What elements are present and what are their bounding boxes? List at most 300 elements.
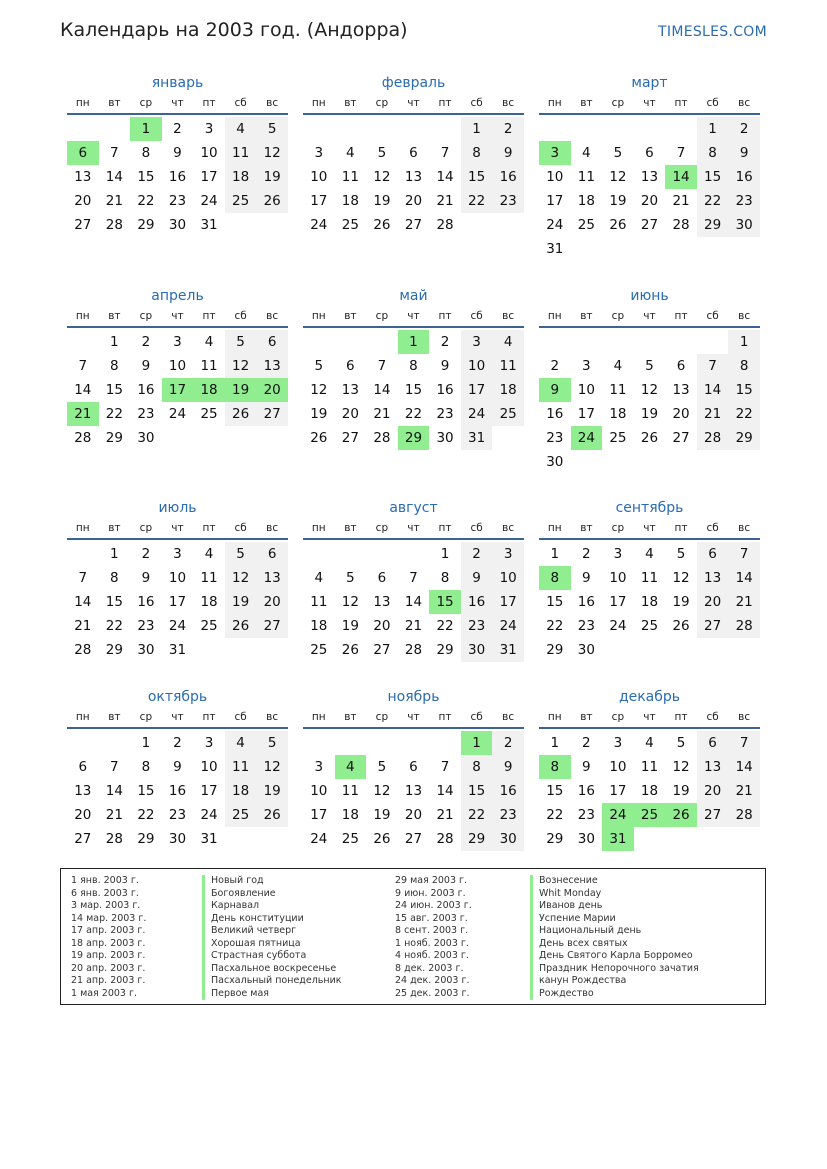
day-cell[interactable]: 26 bbox=[256, 189, 288, 213]
day-cell[interactable]: 19 bbox=[225, 590, 257, 614]
day-cell[interactable]: 16 bbox=[137, 382, 155, 398]
day-cell[interactable]: 23 bbox=[492, 189, 524, 213]
holiday-day-cell[interactable]: 6 bbox=[67, 141, 99, 165]
day-cell[interactable]: 31 bbox=[461, 426, 493, 450]
day-cell[interactable]: 15 bbox=[137, 169, 155, 185]
day-cell[interactable]: 12 bbox=[256, 141, 288, 165]
day-cell[interactable]: 29 bbox=[436, 642, 454, 658]
day-cell[interactable]: 11 bbox=[577, 169, 595, 185]
day-cell[interactable]: 16 bbox=[546, 406, 564, 422]
day-cell[interactable]: 25 bbox=[225, 189, 257, 213]
day-cell[interactable]: 19 bbox=[672, 783, 690, 799]
day-cell[interactable]: 5 bbox=[377, 759, 387, 775]
day-cell[interactable]: 16 bbox=[728, 165, 760, 189]
day-cell[interactable]: 20 bbox=[404, 193, 423, 209]
day-cell[interactable]: 9 bbox=[173, 145, 182, 161]
day-cell[interactable]: 22 bbox=[728, 402, 760, 426]
day-cell[interactable]: 9 bbox=[728, 141, 760, 165]
day-cell[interactable]: 26 bbox=[609, 217, 627, 233]
day-cell[interactable]: 25 bbox=[492, 402, 524, 426]
day-cell[interactable]: 3 bbox=[173, 546, 182, 562]
day-cell[interactable]: 12 bbox=[373, 783, 391, 799]
day-cell[interactable]: 7 bbox=[78, 570, 88, 586]
day-cell[interactable]: 10 bbox=[310, 783, 328, 799]
day-cell[interactable]: 17 bbox=[609, 783, 627, 799]
day-cell[interactable]: 18 bbox=[492, 378, 524, 402]
day-cell[interactable]: 5 bbox=[225, 330, 257, 354]
day-cell[interactable]: 17 bbox=[546, 193, 564, 209]
day-cell[interactable]: 29 bbox=[461, 827, 493, 851]
holiday-day-cell[interactable]: 26 bbox=[665, 803, 697, 827]
day-cell[interactable]: 28 bbox=[74, 642, 92, 658]
day-cell[interactable]: 4 bbox=[204, 334, 214, 350]
day-cell[interactable]: 18 bbox=[640, 594, 659, 610]
day-cell[interactable]: 27 bbox=[404, 217, 423, 233]
day-cell[interactable]: 11 bbox=[225, 141, 257, 165]
day-cell[interactable]: 2 bbox=[492, 117, 524, 141]
day-cell[interactable]: 17 bbox=[492, 590, 524, 614]
day-cell[interactable]: 14 bbox=[105, 783, 123, 799]
day-cell[interactable]: 7 bbox=[110, 145, 119, 161]
day-cell[interactable]: 2 bbox=[582, 735, 591, 751]
day-cell[interactable]: 10 bbox=[461, 354, 493, 378]
day-cell[interactable]: 30 bbox=[168, 831, 187, 847]
day-cell[interactable]: 11 bbox=[609, 382, 627, 398]
day-cell[interactable]: 13 bbox=[74, 783, 92, 799]
day-cell[interactable]: 10 bbox=[546, 169, 564, 185]
day-cell[interactable]: 17 bbox=[200, 169, 218, 185]
day-cell[interactable]: 21 bbox=[105, 193, 123, 209]
holiday-day-cell[interactable]: 14 bbox=[665, 165, 697, 189]
day-cell[interactable]: 21 bbox=[105, 807, 123, 823]
day-cell[interactable]: 16 bbox=[461, 590, 493, 614]
day-cell[interactable]: 24 bbox=[609, 618, 627, 634]
day-cell[interactable]: 30 bbox=[137, 642, 155, 658]
day-cell[interactable]: 8 bbox=[728, 354, 760, 378]
day-cell[interactable]: 18 bbox=[341, 807, 359, 823]
day-cell[interactable]: 30 bbox=[436, 430, 454, 446]
day-cell[interactable]: 27 bbox=[404, 831, 423, 847]
day-cell[interactable]: 2 bbox=[582, 546, 591, 562]
day-cell[interactable]: 8 bbox=[141, 759, 151, 775]
day-cell[interactable]: 23 bbox=[728, 189, 760, 213]
day-cell[interactable]: 8 bbox=[440, 570, 450, 586]
day-cell[interactable]: 19 bbox=[373, 193, 391, 209]
day-cell[interactable]: 23 bbox=[137, 406, 155, 422]
day-cell[interactable]: 6 bbox=[697, 542, 729, 566]
day-cell[interactable]: 23 bbox=[168, 193, 187, 209]
day-cell[interactable]: 16 bbox=[168, 169, 187, 185]
day-cell[interactable]: 2 bbox=[550, 358, 560, 374]
day-cell[interactable]: 30 bbox=[168, 217, 187, 233]
day-cell[interactable]: 10 bbox=[310, 169, 328, 185]
day-cell[interactable]: 29 bbox=[546, 642, 564, 658]
day-cell[interactable]: 8 bbox=[697, 141, 729, 165]
day-cell[interactable]: 11 bbox=[341, 169, 359, 185]
day-cell[interactable]: 12 bbox=[640, 382, 659, 398]
day-cell[interactable]: 13 bbox=[640, 169, 659, 185]
day-cell[interactable]: 28 bbox=[697, 426, 729, 450]
day-cell[interactable]: 21 bbox=[74, 618, 92, 634]
day-cell[interactable]: 26 bbox=[373, 217, 391, 233]
day-cell[interactable]: 17 bbox=[461, 378, 493, 402]
day-cell[interactable]: 1 bbox=[697, 117, 729, 141]
day-cell[interactable]: 29 bbox=[728, 426, 760, 450]
day-cell[interactable]: 23 bbox=[168, 807, 187, 823]
day-cell[interactable]: 26 bbox=[225, 614, 257, 638]
day-cell[interactable]: 16 bbox=[577, 783, 595, 799]
day-cell[interactable]: 10 bbox=[168, 358, 187, 374]
holiday-day-cell[interactable]: 8 bbox=[539, 755, 571, 779]
day-cell[interactable]: 5 bbox=[256, 731, 288, 755]
day-cell[interactable]: 17 bbox=[609, 594, 627, 610]
day-cell[interactable]: 5 bbox=[377, 145, 387, 161]
day-cell[interactable]: 10 bbox=[577, 382, 595, 398]
day-cell[interactable]: 31 bbox=[168, 642, 187, 658]
day-cell[interactable]: 13 bbox=[74, 169, 92, 185]
day-cell[interactable]: 31 bbox=[200, 831, 218, 847]
day-cell[interactable]: 21 bbox=[728, 590, 760, 614]
day-cell[interactable]: 25 bbox=[310, 642, 328, 658]
day-cell[interactable]: 4 bbox=[204, 546, 214, 562]
day-cell[interactable]: 19 bbox=[672, 594, 690, 610]
day-cell[interactable]: 4 bbox=[225, 731, 257, 755]
day-cell[interactable]: 20 bbox=[256, 590, 288, 614]
day-cell[interactable]: 24 bbox=[200, 193, 218, 209]
day-cell[interactable]: 8 bbox=[461, 755, 493, 779]
day-cell[interactable]: 3 bbox=[492, 542, 524, 566]
day-cell[interactable]: 25 bbox=[609, 430, 627, 446]
day-cell[interactable]: 11 bbox=[492, 354, 524, 378]
day-cell[interactable]: 22 bbox=[137, 807, 155, 823]
day-cell[interactable]: 15 bbox=[697, 165, 729, 189]
day-cell[interactable]: 15 bbox=[105, 382, 123, 398]
day-cell[interactable]: 5 bbox=[314, 358, 324, 374]
day-cell[interactable]: 12 bbox=[225, 566, 257, 590]
day-cell[interactable]: 27 bbox=[256, 402, 288, 426]
day-cell[interactable]: 21 bbox=[697, 402, 729, 426]
day-cell[interactable]: 16 bbox=[577, 594, 595, 610]
day-cell[interactable]: 21 bbox=[436, 807, 454, 823]
day-cell[interactable]: 14 bbox=[728, 566, 760, 590]
day-cell[interactable]: 30 bbox=[546, 454, 564, 470]
day-cell[interactable]: 24 bbox=[461, 402, 493, 426]
day-cell[interactable]: 23 bbox=[461, 614, 493, 638]
day-cell[interactable]: 6 bbox=[676, 358, 686, 374]
day-cell[interactable]: 23 bbox=[436, 406, 454, 422]
day-cell[interactable]: 2 bbox=[728, 117, 760, 141]
day-cell[interactable]: 11 bbox=[200, 570, 218, 586]
day-cell[interactable]: 15 bbox=[461, 779, 493, 803]
day-cell[interactable]: 12 bbox=[672, 570, 690, 586]
holiday-day-cell[interactable]: 1 bbox=[461, 731, 493, 755]
day-cell[interactable]: 10 bbox=[168, 570, 187, 586]
day-cell[interactable]: 24 bbox=[168, 618, 187, 634]
day-cell[interactable]: 8 bbox=[409, 358, 418, 374]
day-cell[interactable]: 28 bbox=[436, 831, 454, 847]
day-cell[interactable]: 21 bbox=[436, 193, 454, 209]
day-cell[interactable]: 11 bbox=[225, 755, 257, 779]
day-cell[interactable]: 20 bbox=[404, 807, 423, 823]
day-cell[interactable]: 14 bbox=[697, 378, 729, 402]
holiday-day-cell[interactable]: 8 bbox=[539, 566, 571, 590]
day-cell[interactable]: 25 bbox=[200, 618, 218, 634]
day-cell[interactable]: 14 bbox=[105, 169, 123, 185]
day-cell[interactable]: 12 bbox=[310, 382, 328, 398]
day-cell[interactable]: 2 bbox=[141, 334, 151, 350]
holiday-day-cell[interactable]: 31 bbox=[602, 827, 634, 851]
day-cell[interactable]: 5 bbox=[225, 542, 257, 566]
brand-logo-text[interactable]: TIMESLES.COM bbox=[658, 24, 767, 40]
day-cell[interactable]: 3 bbox=[173, 334, 182, 350]
day-cell[interactable]: 1 bbox=[110, 334, 119, 350]
day-cell[interactable]: 2 bbox=[141, 546, 151, 562]
day-cell[interactable]: 4 bbox=[346, 145, 355, 161]
day-cell[interactable]: 5 bbox=[676, 735, 686, 751]
day-cell[interactable]: 3 bbox=[582, 358, 591, 374]
day-cell[interactable]: 12 bbox=[225, 354, 257, 378]
day-cell[interactable]: 7 bbox=[728, 542, 760, 566]
day-cell[interactable]: 29 bbox=[137, 831, 155, 847]
day-cell[interactable]: 9 bbox=[582, 570, 591, 586]
day-cell[interactable]: 30 bbox=[492, 827, 524, 851]
day-cell[interactable]: 14 bbox=[436, 169, 454, 185]
day-cell[interactable]: 4 bbox=[314, 570, 324, 586]
day-cell[interactable]: 13 bbox=[672, 382, 690, 398]
day-cell[interactable]: 19 bbox=[256, 779, 288, 803]
day-cell[interactable]: 6 bbox=[256, 542, 288, 566]
day-cell[interactable]: 13 bbox=[404, 169, 423, 185]
day-cell[interactable]: 5 bbox=[645, 358, 654, 374]
holiday-day-cell[interactable]: 3 bbox=[539, 141, 571, 165]
day-cell[interactable]: 7 bbox=[697, 354, 729, 378]
day-cell[interactable]: 1 bbox=[550, 546, 560, 562]
day-cell[interactable]: 16 bbox=[492, 165, 524, 189]
day-cell[interactable]: 13 bbox=[341, 382, 359, 398]
day-cell[interactable]: 3 bbox=[613, 546, 623, 562]
day-cell[interactable]: 20 bbox=[74, 193, 92, 209]
day-cell[interactable]: 16 bbox=[492, 779, 524, 803]
day-cell[interactable]: 20 bbox=[672, 406, 690, 422]
day-cell[interactable]: 26 bbox=[256, 803, 288, 827]
day-cell[interactable]: 9 bbox=[173, 759, 182, 775]
day-cell[interactable]: 25 bbox=[640, 618, 659, 634]
day-cell[interactable]: 19 bbox=[640, 406, 659, 422]
day-cell[interactable]: 22 bbox=[546, 618, 564, 634]
day-cell[interactable]: 27 bbox=[672, 430, 690, 446]
day-cell[interactable]: 28 bbox=[728, 803, 760, 827]
day-cell[interactable]: 21 bbox=[373, 406, 391, 422]
day-cell[interactable]: 15 bbox=[137, 783, 155, 799]
day-cell[interactable]: 4 bbox=[492, 330, 524, 354]
day-cell[interactable]: 9 bbox=[141, 570, 151, 586]
day-cell[interactable]: 28 bbox=[436, 217, 454, 233]
day-cell[interactable]: 3 bbox=[204, 735, 214, 751]
day-cell[interactable]: 24 bbox=[310, 831, 328, 847]
day-cell[interactable]: 20 bbox=[341, 406, 359, 422]
day-cell[interactable]: 18 bbox=[200, 594, 218, 610]
day-cell[interactable]: 27 bbox=[373, 642, 391, 658]
day-cell[interactable]: 25 bbox=[577, 217, 595, 233]
day-cell[interactable]: 17 bbox=[168, 594, 187, 610]
day-cell[interactable]: 6 bbox=[377, 570, 387, 586]
day-cell[interactable]: 13 bbox=[697, 566, 729, 590]
day-cell[interactable]: 25 bbox=[341, 831, 359, 847]
day-cell[interactable]: 1 bbox=[141, 735, 151, 751]
day-cell[interactable]: 13 bbox=[256, 566, 288, 590]
day-cell[interactable]: 20 bbox=[640, 193, 659, 209]
day-cell[interactable]: 3 bbox=[613, 735, 623, 751]
day-cell[interactable]: 9 bbox=[440, 358, 450, 374]
day-cell[interactable]: 26 bbox=[640, 430, 659, 446]
day-cell[interactable]: 30 bbox=[577, 831, 595, 847]
day-cell[interactable]: 31 bbox=[546, 241, 564, 257]
day-cell[interactable]: 8 bbox=[110, 570, 119, 586]
day-cell[interactable]: 21 bbox=[404, 618, 423, 634]
day-cell[interactable]: 13 bbox=[697, 755, 729, 779]
day-cell[interactable]: 3 bbox=[204, 121, 214, 137]
day-cell[interactable]: 2 bbox=[492, 731, 524, 755]
day-cell[interactable]: 18 bbox=[341, 193, 359, 209]
day-cell[interactable]: 17 bbox=[577, 406, 595, 422]
day-cell[interactable]: 17 bbox=[310, 807, 328, 823]
day-cell[interactable]: 22 bbox=[461, 803, 493, 827]
day-cell[interactable]: 18 bbox=[577, 193, 595, 209]
day-cell[interactable]: 10 bbox=[492, 566, 524, 590]
day-cell[interactable]: 23 bbox=[577, 807, 595, 823]
day-cell[interactable]: 19 bbox=[310, 406, 328, 422]
day-cell[interactable]: 14 bbox=[404, 594, 423, 610]
day-cell[interactable]: 11 bbox=[200, 358, 218, 374]
day-cell[interactable]: 1 bbox=[550, 735, 560, 751]
day-cell[interactable]: 12 bbox=[341, 594, 359, 610]
day-cell[interactable]: 15 bbox=[461, 165, 493, 189]
day-cell[interactable]: 31 bbox=[200, 217, 218, 233]
day-cell[interactable]: 28 bbox=[728, 614, 760, 638]
day-cell[interactable]: 5 bbox=[346, 570, 355, 586]
day-cell[interactable]: 19 bbox=[609, 193, 627, 209]
day-cell[interactable]: 29 bbox=[697, 213, 729, 237]
day-cell[interactable]: 6 bbox=[645, 145, 654, 161]
day-cell[interactable]: 11 bbox=[640, 570, 659, 586]
day-cell[interactable]: 8 bbox=[110, 358, 119, 374]
day-cell[interactable]: 7 bbox=[440, 759, 450, 775]
day-cell[interactable]: 28 bbox=[404, 642, 423, 658]
day-cell[interactable]: 22 bbox=[105, 618, 123, 634]
day-cell[interactable]: 4 bbox=[225, 117, 257, 141]
day-cell[interactable]: 23 bbox=[492, 803, 524, 827]
day-cell[interactable]: 23 bbox=[546, 430, 564, 446]
day-cell[interactable]: 9 bbox=[141, 358, 151, 374]
day-cell[interactable]: 27 bbox=[697, 803, 729, 827]
day-cell[interactable]: 15 bbox=[546, 594, 564, 610]
day-cell[interactable]: 15 bbox=[728, 378, 760, 402]
day-cell[interactable]: 9 bbox=[461, 566, 493, 590]
day-cell[interactable]: 30 bbox=[577, 642, 595, 658]
day-cell[interactable]: 27 bbox=[341, 430, 359, 446]
day-cell[interactable]: 6 bbox=[697, 731, 729, 755]
day-cell[interactable]: 7 bbox=[377, 358, 387, 374]
day-cell[interactable]: 1 bbox=[728, 330, 760, 354]
holiday-day-cell[interactable]: 15 bbox=[429, 590, 461, 614]
day-cell[interactable]: 14 bbox=[74, 594, 92, 610]
holiday-day-cell[interactable]: 18 bbox=[193, 378, 225, 402]
day-cell[interactable]: 23 bbox=[577, 618, 595, 634]
day-cell[interactable]: 18 bbox=[609, 406, 627, 422]
day-cell[interactable]: 17 bbox=[200, 783, 218, 799]
day-cell[interactable]: 27 bbox=[697, 614, 729, 638]
day-cell[interactable]: 2 bbox=[440, 334, 450, 350]
day-cell[interactable]: 22 bbox=[461, 189, 493, 213]
day-cell[interactable]: 30 bbox=[137, 430, 155, 446]
day-cell[interactable]: 3 bbox=[461, 330, 493, 354]
day-cell[interactable]: 5 bbox=[676, 546, 686, 562]
day-cell[interactable]: 7 bbox=[728, 731, 760, 755]
day-cell[interactable]: 25 bbox=[225, 803, 257, 827]
day-cell[interactable]: 7 bbox=[676, 145, 686, 161]
day-cell[interactable]: 7 bbox=[78, 358, 88, 374]
day-cell[interactable]: 20 bbox=[74, 807, 92, 823]
day-cell[interactable]: 5 bbox=[613, 145, 623, 161]
holiday-day-cell[interactable]: 9 bbox=[539, 378, 571, 402]
day-cell[interactable]: 10 bbox=[609, 570, 627, 586]
day-cell[interactable]: 11 bbox=[640, 759, 659, 775]
day-cell[interactable]: 16 bbox=[436, 382, 454, 398]
day-cell[interactable]: 6 bbox=[78, 759, 88, 775]
day-cell[interactable]: 21 bbox=[728, 779, 760, 803]
day-cell[interactable]: 19 bbox=[256, 165, 288, 189]
holiday-day-cell[interactable]: 29 bbox=[398, 426, 430, 450]
day-cell[interactable]: 28 bbox=[373, 430, 391, 446]
day-cell[interactable]: 24 bbox=[310, 217, 328, 233]
day-cell[interactable]: 4 bbox=[582, 145, 591, 161]
day-cell[interactable]: 2 bbox=[173, 735, 182, 751]
day-cell[interactable]: 22 bbox=[105, 406, 123, 422]
day-cell[interactable]: 18 bbox=[225, 779, 257, 803]
day-cell[interactable]: 26 bbox=[373, 831, 391, 847]
day-cell[interactable]: 20 bbox=[697, 779, 729, 803]
day-cell[interactable]: 1 bbox=[461, 117, 493, 141]
day-cell[interactable]: 14 bbox=[436, 783, 454, 799]
day-cell[interactable]: 9 bbox=[492, 141, 524, 165]
day-cell[interactable]: 2 bbox=[461, 542, 493, 566]
holiday-day-cell[interactable]: 24 bbox=[602, 803, 634, 827]
day-cell[interactable]: 6 bbox=[409, 759, 418, 775]
day-cell[interactable]: 14 bbox=[728, 755, 760, 779]
day-cell[interactable]: 1 bbox=[440, 546, 450, 562]
day-cell[interactable]: 6 bbox=[256, 330, 288, 354]
holiday-day-cell[interactable]: 1 bbox=[130, 117, 162, 141]
day-cell[interactable]: 3 bbox=[314, 145, 324, 161]
day-cell[interactable]: 10 bbox=[200, 145, 218, 161]
holiday-day-cell[interactable]: 25 bbox=[634, 803, 666, 827]
day-cell[interactable]: 13 bbox=[256, 354, 288, 378]
day-cell[interactable]: 22 bbox=[137, 193, 155, 209]
day-cell[interactable]: 7 bbox=[110, 759, 119, 775]
day-cell[interactable]: 24 bbox=[492, 614, 524, 638]
day-cell[interactable]: 22 bbox=[436, 618, 454, 634]
day-cell[interactable]: 13 bbox=[373, 594, 391, 610]
day-cell[interactable]: 2 bbox=[173, 121, 182, 137]
day-cell[interactable]: 9 bbox=[492, 755, 524, 779]
day-cell[interactable]: 22 bbox=[404, 406, 423, 422]
day-cell[interactable]: 24 bbox=[168, 406, 187, 422]
day-cell[interactable]: 19 bbox=[341, 618, 359, 634]
holiday-day-cell[interactable]: 24 bbox=[571, 426, 603, 450]
day-cell[interactable]: 28 bbox=[74, 430, 92, 446]
day-cell[interactable]: 28 bbox=[672, 217, 690, 233]
day-cell[interactable]: 31 bbox=[492, 638, 524, 662]
